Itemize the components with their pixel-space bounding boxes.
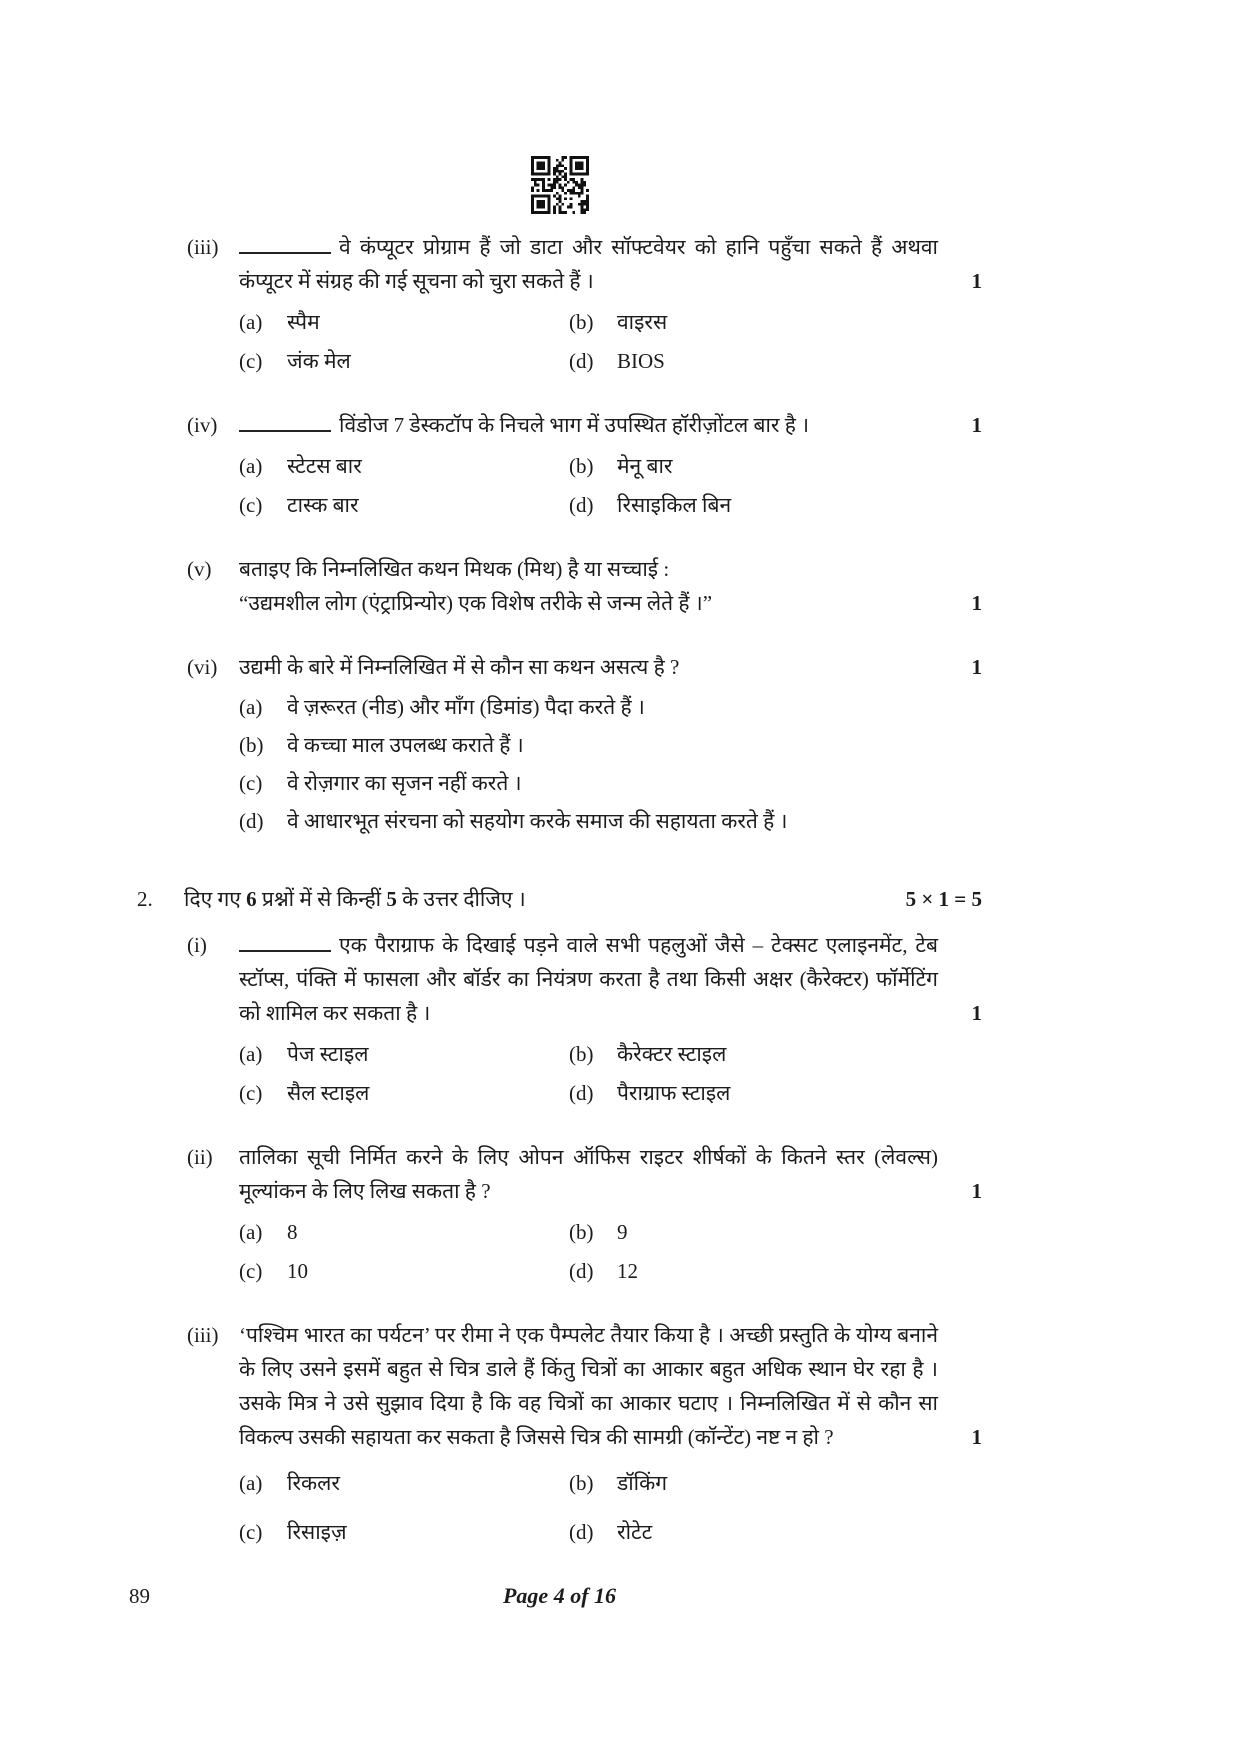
marks-value: 1 [971, 1179, 982, 1203]
option-key: (d) [239, 809, 264, 833]
option-key: (a) [239, 1220, 263, 1244]
option-label: वे आधारभूत संरचना को सहयोग करके समाज की सहायता करते हैं । [287, 809, 788, 833]
marks-badge [948, 1318, 982, 1454]
option-key: (d) [569, 493, 594, 517]
option-key: (c) [239, 493, 263, 517]
page-footer [129, 1579, 982, 1613]
option-label: पैराग्राफ स्टाइल [617, 1081, 731, 1105]
intro-part: दिए गए [184, 887, 247, 911]
question-1-vi [187, 650, 982, 838]
intro-count: 6 [246, 887, 257, 911]
marks-badge [948, 230, 982, 298]
option-key: (a) [239, 1471, 263, 1495]
question-number: (iii) [187, 235, 219, 259]
answer-blank [239, 430, 331, 432]
question-number: (ii) [187, 1145, 213, 1169]
options-grid [239, 1215, 982, 1288]
option-label: स्टेटस बार [287, 454, 362, 478]
option-label: 10 [287, 1259, 308, 1283]
question-2-header [137, 882, 982, 916]
marks-badge [948, 552, 982, 620]
marks-badge [948, 928, 982, 1030]
question-row [187, 1140, 982, 1208]
marks-value: 1 [971, 655, 982, 679]
option-label: टास्क बार [287, 493, 359, 517]
options-grid [239, 449, 982, 522]
question-text-span: तालिका सूची निर्मित करने के लिए ओपन ऑफिस राइटर शीर्षकों के कितने स्तर (लेवल्स) मूल्यांकन के लिए लिख सकता है ? [239, 1145, 938, 1203]
option-label: कैरेक्टर स्टाइल [617, 1042, 727, 1066]
option-label: पेज स्टाइल [287, 1042, 369, 1066]
option-key: (d) [569, 349, 594, 373]
intro-part: के उत्तर दीजिए । [396, 887, 526, 911]
option-label: रिकलर [287, 1471, 340, 1495]
option-label: BIOS [617, 349, 665, 373]
option-label: डॉकिंग [617, 1471, 668, 1495]
option-label: रिसाइज़ [287, 1520, 347, 1544]
option-label: सैल स्टाइल [287, 1081, 370, 1105]
option-key: (a) [239, 310, 263, 334]
question-row [187, 230, 982, 298]
option-label: मेनू बार [617, 454, 673, 478]
marks-value: 1 [971, 413, 982, 437]
question-text [239, 552, 938, 620]
question-text-span: उद्यमी के बारे में निम्नलिखित में से कौन सा कथन असत्य है ? [239, 655, 680, 679]
qr-code-container [137, 156, 982, 216]
question-text [239, 408, 938, 442]
options-grid [239, 305, 982, 378]
marks-value: 1 [971, 591, 982, 615]
option-label: 12 [617, 1259, 638, 1283]
question-number: (v) [187, 557, 212, 581]
question-text [239, 650, 938, 684]
intro-count: 5 [386, 887, 397, 911]
marks-value: 1 [971, 1425, 982, 1449]
option-key: (a) [239, 1042, 263, 1066]
question-row [187, 650, 982, 684]
question-paper-code: 89 [129, 1584, 150, 1608]
question-text [239, 1140, 938, 1208]
question-number: (i) [187, 933, 207, 957]
question-row [187, 1318, 982, 1454]
option-key: (a) [239, 454, 263, 478]
marks-badge [948, 408, 982, 442]
option-key: (b) [569, 310, 594, 334]
question-row [187, 408, 982, 442]
option-label: 8 [287, 1220, 298, 1244]
option-key: (d) [569, 1259, 594, 1283]
option-key: (b) [569, 1471, 594, 1495]
option-key: (b) [569, 1042, 594, 1066]
question-row [187, 552, 982, 620]
marks-scheme: 5 × 1 = 5 [905, 887, 982, 911]
marks-value: 1 [971, 1001, 982, 1025]
question-number: (vi) [187, 655, 218, 679]
question-2-i [187, 928, 982, 1110]
question-line: बताइए कि निम्नलिखित कथन मिथक (मिथ) है या सच्चाई : [239, 557, 670, 581]
option-label: वे ज़रूरत (नीड) और माँग (डिमांड) पैदा करते हैं । [287, 695, 645, 719]
question-text-span: ‘पश्चिम भारत का पर्यटन’ पर रीमा ने एक पैम्पलेट तैयार किया है । अच्छी प्रस्तुति के योग्य बनाने के लिए उसने इसमें बहुत से चित्र डाले हैं किंतु चित्रों का आकार बहुत अधिक स्थान घेर रहा है । उसके मित्र ने उसे सुझाव दिया है कि वह चित्रों का आकार घटाए । निम्नलिखित में से कौन सा विकल्प उसकी सहायता कर सकता है जिससे चित्र की सामग्री (कॉन्टेंट) नष्ट न हो ? [239, 1323, 938, 1449]
option-key: (c) [239, 1081, 263, 1105]
question-text [239, 1318, 938, 1454]
option-key: (c) [239, 771, 263, 795]
question-text-span: एक पैराग्राफ के दिखाई पड़ने वाले सभी पहलुओं जैसे – टेक्सट एलाइनमेंट, टेब स्टॉप्स, पंक्ति में फासला और बॉर्डर का नियंत्रण करता है तथा किसी अक्षर (कैरेक्टर) फॉर्मेटिंग को शामिल कर सकता है । [239, 933, 938, 1025]
option-key: (d) [569, 1520, 594, 1544]
question-1-v [187, 552, 982, 620]
option-label: स्पैम [287, 310, 320, 334]
qr-code-icon [531, 156, 589, 214]
marks-value: 1 [971, 269, 982, 293]
options-list [239, 690, 982, 838]
question-number: (iii) [187, 1323, 219, 1347]
answer-blank [239, 252, 331, 254]
question-1-iii [187, 230, 982, 378]
answer-blank [239, 950, 331, 952]
option-key: (b) [239, 733, 264, 757]
options-grid [239, 1466, 982, 1549]
question-row [187, 928, 982, 1030]
intro-part: प्रश्नों में से किन्हीं [256, 887, 387, 911]
question-1-iv [187, 408, 982, 522]
question-number: (iv) [187, 413, 218, 437]
option-label: वे रोज़गार का सृजन नहीं करते । [287, 771, 522, 795]
option-label: 9 [617, 1220, 628, 1244]
option-key: (b) [569, 454, 594, 478]
option-key: (a) [239, 695, 263, 719]
question-2-ii [187, 1140, 982, 1288]
question-2-iii [187, 1318, 982, 1549]
option-key: (b) [569, 1220, 594, 1244]
question-text [239, 928, 938, 1030]
marks-badge [948, 650, 982, 684]
marks-badge [906, 882, 982, 916]
option-key: (c) [239, 349, 263, 373]
question-quote-line: “उद्यमशील लोग (एंट्राप्रिन्योर) एक विशेष तरीके से जन्म लेते हैं ।” [239, 591, 713, 615]
option-key: (d) [569, 1081, 594, 1105]
option-label: जंक मेल [287, 349, 351, 373]
page-number: Page 4 of 16 [502, 1583, 617, 1608]
option-label: वे कच्चा माल उपलब्ध कराते हैं । [287, 733, 524, 757]
question-text-span: विंडोज 7 डेस्कटॉप के निचले भाग में उपस्थित हॉरीज़ोंटल बार है । [339, 413, 810, 437]
marks-badge [948, 1140, 982, 1208]
option-key: (c) [239, 1520, 263, 1544]
options-grid [239, 1037, 982, 1110]
question-text [239, 230, 938, 298]
option-label: रिसाइकिल बिन [617, 493, 732, 517]
question-intro [184, 882, 896, 916]
option-label: रोटेट [617, 1520, 653, 1544]
option-key: (c) [239, 1259, 263, 1283]
option-label: वाइरस [617, 310, 668, 334]
question-text-span: वे कंप्यूटर प्रोग्राम हैं जो डाटा और सॉफ्टवेयर को हानि पहुँचा सकते हैं अथवा कंप्यूटर में संग्रह की गई सूचना को चुरा सकते हैं । [239, 235, 938, 293]
question-number: 2. [137, 887, 153, 911]
